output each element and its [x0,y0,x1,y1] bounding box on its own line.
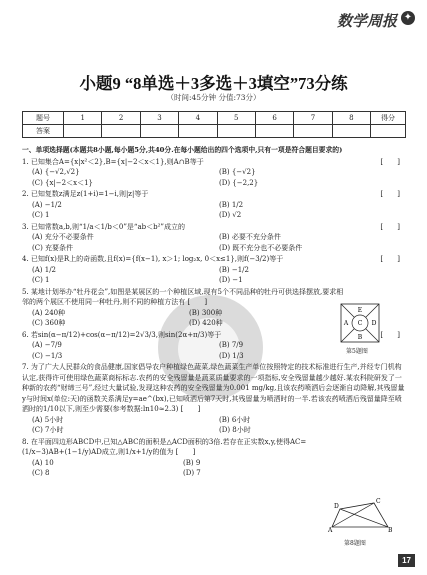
question-stem: 5. 某地计划举办“牡丹花会”,如图是某展区的一个种植区域,现有5个不同品种的牡丹可供选择摆放,要求相邻的两个展区不使用同一种牡丹,则不同的种植方法有 [22,287,344,306]
answer-cell[interactable] [371,125,406,138]
option: (B) {−√2} [219,168,256,176]
fig8-label: A [328,527,333,533]
fig5-label: C [357,320,363,327]
option: (B) 6小时 [219,415,251,424]
option: (A) 10 [32,458,54,467]
question-stem: 2. 已知复数z满足z(1+i)=1−i,则|z|等于 [22,190,149,198]
score-cell: 8 [332,112,370,125]
answer-bracket[interactable]: [ ] [380,330,406,339]
page-subtitle: （时间:45分钟 分值:73分） [166,93,261,102]
fig5-label: D [371,320,377,327]
figure-5-diagram [340,303,380,343]
option: (D) {−2,2} [219,178,259,187]
question-1 [22,157,406,189]
answer-cell[interactable] [64,125,102,138]
question-stem: 3. 已知常数a,b,则“1/a＜1/b＜0”是“ab＜b²”成立的 [22,222,185,231]
question-4 [22,254,406,286]
option: (C) 1 [32,211,50,219]
question-8 [22,437,406,479]
option: (C) 8 [32,469,50,477]
score-cell: 2 [102,112,140,125]
score-cell: 得分 [371,112,406,125]
score-cell: 6 [255,112,293,125]
fig8-label: B [388,527,393,533]
figure-5-caption: 第5题图 [346,348,368,355]
answer-cell[interactable] [179,125,217,138]
section-heading: 一、单项选择题(本题共8小题,每小题5分,共40分.在每小题给出的四个选项中,只有一项是符合题目要求的) [22,146,343,154]
brand-logo-icon: ✦ [401,11,415,25]
option: (A) 240种 [32,308,66,317]
option: (D) 8小时 [219,426,251,434]
answer-bracket[interactable]: [ ] [380,190,406,198]
score-cell: 5 [217,112,255,125]
option: (D) 7 [183,469,201,477]
figure-8-caption: 第8题图 [344,540,366,547]
page-number: 17 [398,554,415,567]
answer-bracket[interactable]: [ ] [187,298,214,306]
option: (A) 5小时 [32,415,64,424]
answer-label: 答案 [23,125,64,138]
option: (B) 1/2 [219,200,244,209]
option: (D) −1 [219,276,243,284]
score-cell: 题号 [23,112,64,125]
option: (A) {−√2,√2} [32,168,80,176]
option: (D) 420种 [189,319,223,327]
answer-cell[interactable] [217,125,255,138]
score-cell: 3 [140,112,178,125]
option: (C) 7小时 [32,426,64,434]
option: (A) 充分不必要条件 [32,233,94,241]
figure-8-diagram [326,497,394,533]
answer-bracket[interactable]: [ ] [380,157,406,166]
question-stem: 6. 若sin(α−π/12)+cos(α−π/12)=2√3/3,则sin(2α+π/3)等于 [22,330,222,339]
answer-cell[interactable] [332,125,370,138]
question-stem: 4. 已知f(x)是R上的奇函数,且f(x)={f(x−1), x＞1; log₂x, 0＜x≤1},则f(−3/2)等于 [22,255,284,263]
question-stem: 1. 已知集合A={x|x²＜2},B={x|−2＜x＜1},则A∩B等于 [22,157,204,166]
answer-cell[interactable] [102,125,140,138]
brand: 数学周报 [336,14,397,30]
answer-cell[interactable] [140,125,178,138]
score-cell: 4 [179,112,217,125]
fig8-label: C [376,498,381,505]
option: (C) 1 [32,276,50,284]
question-2 [22,189,406,221]
answer-cell[interactable] [255,125,293,138]
answer-bracket[interactable]: [ ] [380,222,406,231]
answer-bracket[interactable]: [ ] [380,255,406,263]
option: (B) 7/9 [219,341,244,349]
page-title: 小题9 “8单选＋3多选＋3填空”73分练 [79,74,348,93]
answer-cell[interactable] [294,125,332,138]
option: (C) 充要条件 [32,243,74,252]
question-3 [22,222,406,254]
fig5-label: B [357,334,363,341]
question-7 [22,362,406,436]
fig8-label: D [334,503,339,510]
score-table-answer-row [23,125,406,138]
answer-bracket[interactable]: [ ] [175,448,202,456]
option: (A) 1/2 [32,265,57,274]
option: (B) 必要不充分条件 [219,233,281,241]
fig5-label: A [343,320,349,327]
score-cell: 1 [64,112,102,125]
score-cell: 7 [294,112,332,125]
option: (D) 既不充分也不必要条件 [219,243,303,252]
option: (C) 360种 [32,319,66,327]
score-table-header-row [23,112,406,125]
answer-bracket[interactable]: [ ] [180,405,207,413]
score-table [22,111,406,138]
option: (B) −1/2 [219,265,249,274]
option: (D) 1/3 [219,351,244,360]
option: (C) −1/3 [32,351,63,360]
option: (C) {x|−2＜x＜1} [32,178,93,187]
option: (B) 9 [183,458,201,467]
fig5-label: E [357,307,363,314]
question-stem: 8. 在平面四边形ABCD中,已知△ABC的面积是△ACD面积的3倍.若存在正实数x,y,使得AC=(1/x−3)AB+(1−1/y)AD成立,则1/x+1/y的值为 [22,437,307,456]
question-stem: 7. 为了广大人民群众的食品健康,国家倡导农户种植绿色蔬菜,绿色蔬菜生产单位按照特定的技术标准进行生产,并经专门机构认定,获得许可使用绿色蔬菜商标标志.农药的安全残留量是蔬菜质量要求的一项指标,安全残留量越少越好.某农科院研发了一种新的农药“财缔三号”,经过大量试验,发现这种农药的安全残留量为0.001 mg/kg,且该农药喷洒后会逐渐自动降解,其残留量y与时间x(单位:天)的函数关系满足y=ae^(bx),已知喷洒后第7天时,其残留量为喷洒时的一半.若该农药喷洒后残留量降至喷洒时的1/10以下,则至少需要(参考数据:ln10≈2.3) [22,363,405,413]
option: (D) √2 [219,211,242,219]
option: (A) −1/2 [32,200,62,209]
option: (B) 300种 [189,308,223,317]
option: (A) −7/9 [32,341,62,349]
